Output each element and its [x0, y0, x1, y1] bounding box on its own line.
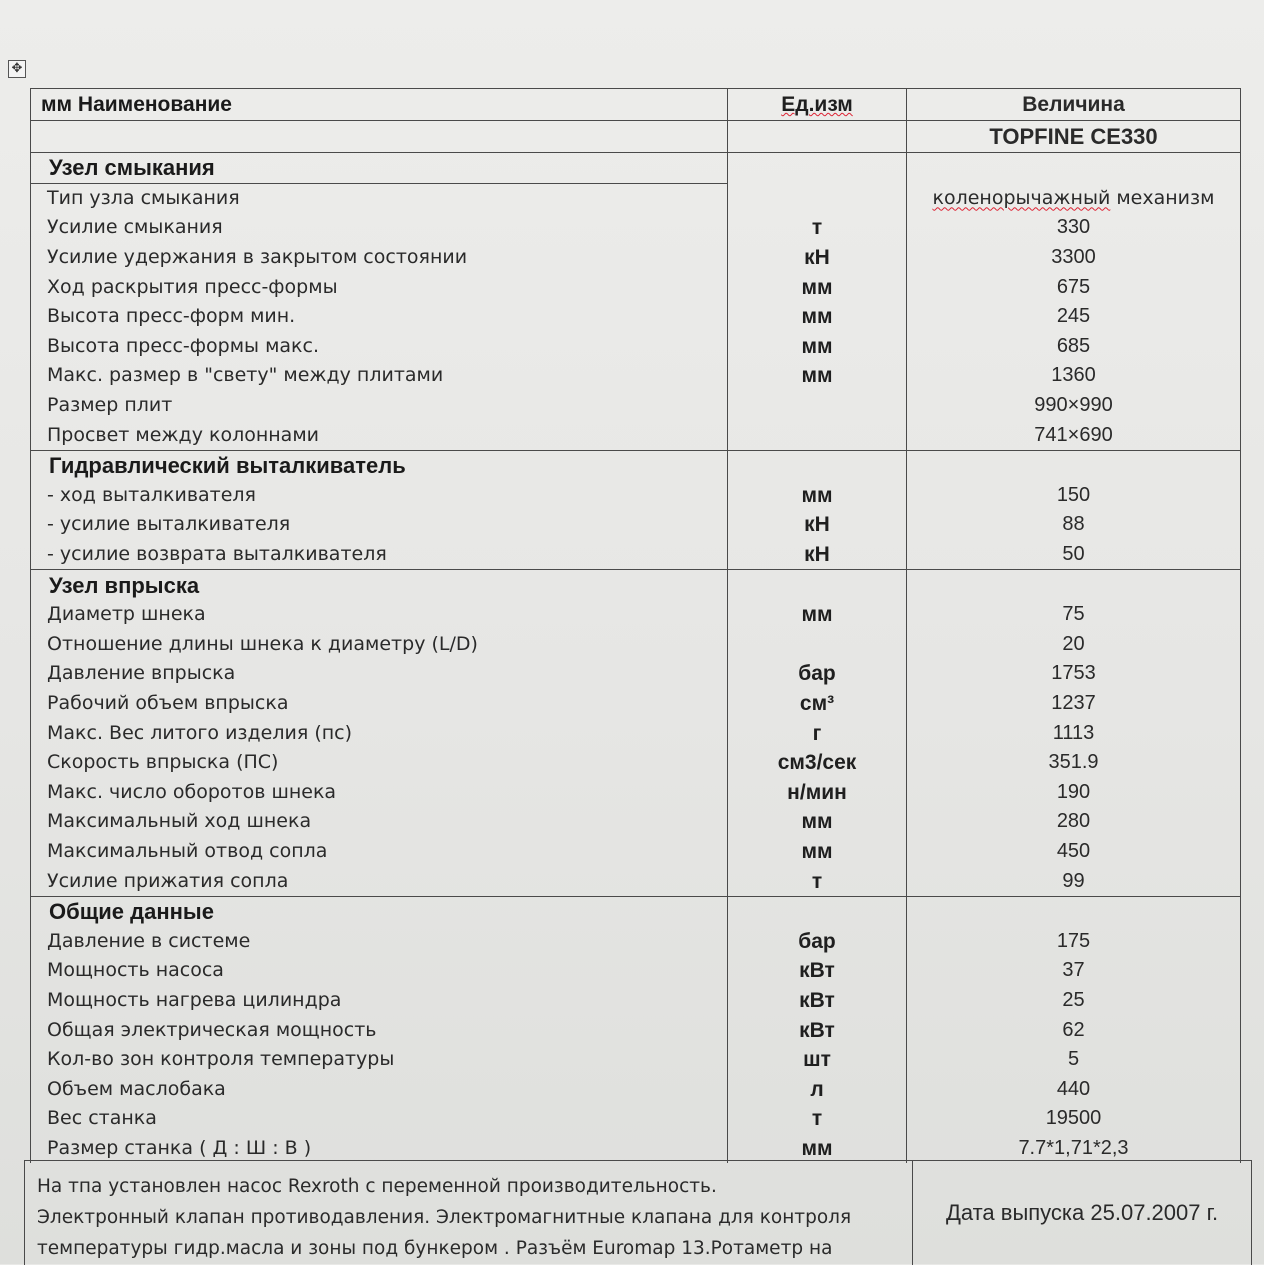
param-unit: бар: [728, 926, 907, 956]
table-row: [31, 837, 1241, 867]
equipment-note: [25, 1161, 913, 1265]
param-name: Максимальный отвод сопла: [31, 837, 728, 867]
param-name: Усилие удержания в закрытом состоянии: [31, 243, 728, 273]
param-unit: кН: [728, 510, 907, 540]
section-title: Гидравлический выталкиватель: [31, 450, 728, 480]
param-name: Давление впрыска: [31, 659, 728, 689]
note-line: Электронный клапан противодавления. Электромагнитные клапана для контроля: [37, 1207, 852, 1228]
param-unit: мм: [728, 481, 907, 511]
note-line: На тпа установлен насос Rexroth с переменной производительность.: [37, 1176, 717, 1197]
param-value: 175: [907, 926, 1241, 956]
param-name: Максимальный ход шнека: [31, 807, 728, 837]
param-name: - усилие выталкивателя: [31, 510, 728, 540]
header-name-col: мм Наименование: [31, 89, 728, 121]
param-name: Мощность нагрева цилиндра: [31, 986, 728, 1016]
param-value: 37: [907, 956, 1241, 986]
param-name: - ход выталкивателя: [31, 481, 728, 511]
section-title: Узел впрыска: [31, 570, 728, 600]
table-row: [31, 183, 1241, 213]
section-row: [31, 896, 1241, 926]
param-name: Высота пресс-форм мин.: [31, 302, 728, 332]
param-name: - усилие возврата выталкивателя: [31, 540, 728, 570]
table-row: [31, 420, 1241, 450]
table-row: [31, 777, 1241, 807]
param-value: 280: [907, 807, 1241, 837]
param-value: 7.7*1,71*2,3: [907, 1134, 1241, 1164]
param-unit: бар: [728, 659, 907, 689]
param-name: Размер плит: [31, 391, 728, 421]
param-unit: кВт: [728, 956, 907, 986]
param-name: Усилие смыкания: [31, 213, 728, 243]
param-value: 741×690: [907, 420, 1241, 450]
spec-table: [30, 88, 1241, 1163]
param-unit: кВт: [728, 1015, 907, 1045]
param-unit: см³: [728, 689, 907, 719]
param-name: Усилие прижатия сопла: [31, 866, 728, 896]
model-name: TOPFINE CE330: [907, 121, 1241, 153]
param-name: Диаметр шнека: [31, 600, 728, 630]
param-value: 99: [907, 866, 1241, 896]
param-value: 190: [907, 777, 1241, 807]
param-value: 20: [907, 630, 1241, 660]
param-name: Кол-во зон контроля температуры: [31, 1045, 728, 1075]
table-row: [31, 600, 1241, 630]
param-value: 3300: [907, 243, 1241, 273]
param-unit: кВт: [728, 986, 907, 1016]
param-unit: мм: [728, 361, 907, 391]
table-row: [31, 481, 1241, 511]
table-row: [31, 807, 1241, 837]
param-value: 351.9: [907, 748, 1241, 778]
table-row: [31, 986, 1241, 1016]
param-value: 25: [907, 986, 1241, 1016]
section-title: Узел смыкания: [31, 153, 728, 184]
table-row: [31, 1134, 1241, 1164]
param-value: 5: [907, 1045, 1241, 1075]
param-value: 330: [907, 213, 1241, 243]
param-value: 50: [907, 540, 1241, 570]
param-unit: т: [728, 213, 907, 243]
param-name: Тип узла смыкания: [31, 183, 728, 213]
param-unit: мм: [728, 600, 907, 630]
param-unit: г: [728, 718, 907, 748]
param-value: 88: [907, 510, 1241, 540]
param-value: 685: [907, 332, 1241, 362]
footer-notes: [24, 1160, 1252, 1265]
note-line: температуры гидр.масла и зоны под бункером . Разъём Euromap 13.Ротаметр на: [37, 1238, 833, 1259]
param-name: Общая электрическая мощность: [31, 1015, 728, 1045]
table-row: [31, 332, 1241, 362]
table-row: [31, 926, 1241, 956]
table-row: [31, 391, 1241, 421]
table-row: [31, 659, 1241, 689]
param-value: 19500: [907, 1104, 1241, 1134]
table-model-row: [31, 121, 1241, 153]
release-date: Дата выпуска 25.07.2007 г.: [945, 1200, 1219, 1225]
table-row: [31, 540, 1241, 570]
table-row: [31, 302, 1241, 332]
table-row: [31, 956, 1241, 986]
table-row: [31, 510, 1241, 540]
param-unit: [728, 391, 907, 421]
table-row: [31, 748, 1241, 778]
param-value: 75: [907, 600, 1241, 630]
section-row: [31, 570, 1241, 600]
param-unit: см3/сек: [728, 748, 907, 778]
param-name: Объем маслобака: [31, 1074, 728, 1104]
param-name: Размер станка ( Д : Ш : В ): [31, 1134, 728, 1164]
param-name: Макс. число оборотов шнека: [31, 777, 728, 807]
table-row: [31, 243, 1241, 273]
param-value: 1360: [907, 361, 1241, 391]
param-name: Вес станка: [31, 1104, 728, 1134]
param-unit: мм: [728, 272, 907, 302]
param-value: 1753: [907, 659, 1241, 689]
param-unit: [728, 183, 907, 213]
param-value: 675: [907, 272, 1241, 302]
param-value: 450: [907, 837, 1241, 867]
param-unit: [728, 630, 907, 660]
param-name: Макс. размер в "свету" между плитами: [31, 361, 728, 391]
param-unit: кН: [728, 540, 907, 570]
param-value: коленорычажный механизм: [907, 183, 1241, 213]
section-row: [31, 450, 1241, 480]
param-unit: мм: [728, 1134, 907, 1164]
param-name: Просвет между колоннами: [31, 420, 728, 450]
param-unit: шт: [728, 1045, 907, 1075]
param-unit: мм: [728, 302, 907, 332]
param-name: Ход раскрытия пресс-формы: [31, 272, 728, 302]
table-row: [31, 213, 1241, 243]
header-value-col: Величина: [907, 89, 1241, 121]
table-row: [31, 866, 1241, 896]
param-value: 62: [907, 1015, 1241, 1045]
param-unit: н/мин: [728, 777, 907, 807]
table-row: [31, 1104, 1241, 1134]
param-name: Высота пресс-формы макс.: [31, 332, 728, 362]
section-title: Общие данные: [31, 896, 728, 926]
table-row: [31, 272, 1241, 302]
param-value: 440: [907, 1074, 1241, 1104]
table-row: [31, 689, 1241, 719]
param-unit: мм: [728, 837, 907, 867]
param-name: Макс. Вес литого изделия (пс): [31, 718, 728, 748]
param-unit: мм: [728, 332, 907, 362]
table-header-row: [31, 89, 1241, 121]
param-unit: [728, 420, 907, 450]
param-unit: т: [728, 866, 907, 896]
param-value: 990×990: [907, 391, 1241, 421]
param-unit: мм: [728, 807, 907, 837]
section-row: [31, 153, 1241, 184]
table-row: [31, 1015, 1241, 1045]
param-value: 1113: [907, 718, 1241, 748]
param-value: 245: [907, 302, 1241, 332]
param-name: Мощность насоса: [31, 956, 728, 986]
param-name: Отношение длины шнека к диаметру (L/D): [31, 630, 728, 660]
table-row: [31, 1074, 1241, 1104]
table-move-handle-icon[interactable]: ✥: [8, 60, 26, 78]
header-unit-col: Ед.изм: [728, 89, 907, 121]
table-row: [31, 361, 1241, 391]
table-row: [31, 630, 1241, 660]
param-value: 1237: [907, 689, 1241, 719]
table-row: [31, 718, 1241, 748]
table-row: [31, 1045, 1241, 1075]
param-unit: л: [728, 1074, 907, 1104]
param-name: Скорость впрыска (ПС): [31, 748, 728, 778]
param-name: Рабочий объем впрыска: [31, 689, 728, 719]
param-name: Давление в системе: [31, 926, 728, 956]
param-unit: кН: [728, 243, 907, 273]
param-unit: т: [728, 1104, 907, 1134]
param-value: 150: [907, 481, 1241, 511]
